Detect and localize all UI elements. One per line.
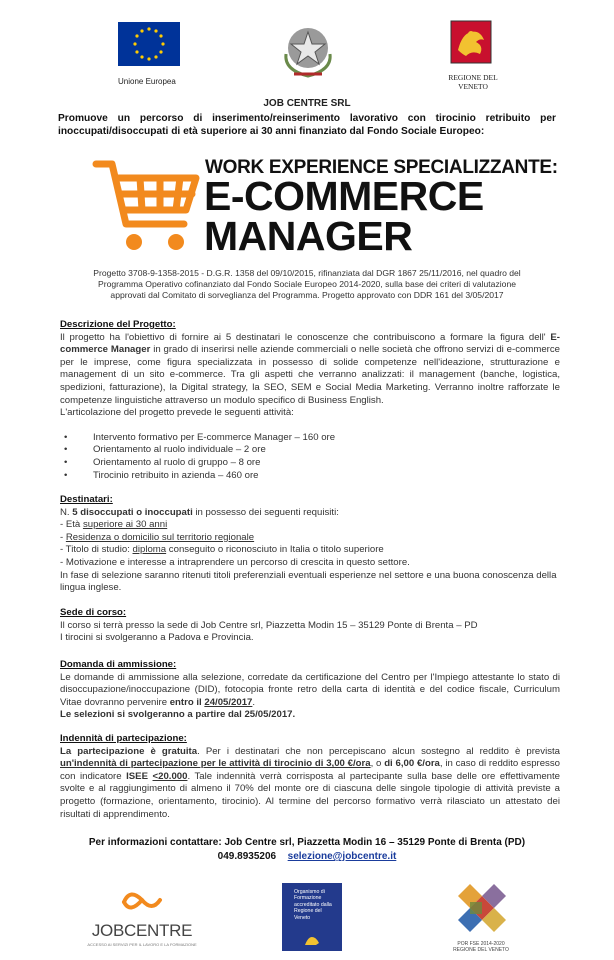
company-name: JOB CENTRE SRL (263, 98, 351, 109)
lion-of-st-mark-icon (450, 20, 492, 64)
preferential-titles: In fase di selezione saranno ritenuti titoli preferenziali eventuali esperienze nel settore e una buona conoscenza della lingua inglese. (60, 569, 557, 594)
shopping-cart-icon (92, 150, 202, 260)
organismo-text: Organismo di Formazione accreditato dalla Regione del Veneto (294, 889, 332, 921)
banner-title-line1: E-COMMERCE (204, 173, 484, 219)
jobcentre-swirl-icon (86, 884, 198, 918)
jobcentre-logo (86, 884, 198, 950)
list-item: • Tirocinio retribuito in azienda – 460 ore (60, 470, 560, 483)
eu-label: Unione Europea (118, 77, 176, 86)
intro-text: Promuove un percorso di inserimento/reinserimento lavorativo con tirocinio retribuito per inoccupati/disoccupati di età superiore ai 30 anni finanziato dal Fondo Sociale Europeo: (58, 113, 556, 137)
requisite-motivation: - Motivazione e interesse a intraprendere un percorso di crescita in questo settore. (60, 556, 410, 568)
indennita-paragraph: La partecipazione è gratuita. Per i destinatari che non percepiscano alcun sostegno al reddito è prevista un'indennità di partecipazione per le attività di tirocinio di 3,00 €/ora, o di 6,00 €/ora, in caso di reddito espresso con indicatore ISEE <20.000. Tale indennità verrà corrisposta al partecipante sulla base delle ore effettivamente svolte e al raggiungimento di almeno il 70% del monte ore di ciascuna delle singole tipologie di attività previste a progetto (formazione, orientamento, tirocinio). Al termine del percorso formativo verrà rilasciato un attestato dei risultati di apprendimento. (60, 745, 560, 820)
jobcentre-tagline: ACCESSO AI SERVIZI PER IL LAVORO E LA FORMAZIONE (87, 942, 197, 947)
section-destinatari (60, 494, 560, 595)
por-fse-mosaic-icon (450, 880, 512, 934)
section-domanda (60, 659, 560, 722)
section-descrizione (60, 319, 560, 482)
eu-logo (118, 22, 180, 84)
sede-tirocini: I tirocini si svolgeranno a Padova e Provincia. (60, 632, 254, 644)
requisite-education: - Titolo di studio: diploma conseguito o riconosciuto in Italia o titolo superiore (60, 544, 384, 556)
sede-title: Sede di corso: (60, 607, 127, 618)
destinatari-title: Destinatari: (60, 494, 113, 505)
list-item: • Intervento formativo per E-commerce Manager – 160 ore (60, 432, 560, 445)
domanda-paragraph: Le domande di ammissione alla selezione, corredate da certificazione del Centro per l'Impiego attestante lo stato di disoccupazione/inoccupazione (DID), fotocopia fronte retro della carta di identità e del codice fiscale, Curriculum Vitae dovranno pervenire entro il 24/05/2017. (60, 671, 560, 708)
ecommerce-manager-highlight: E-commerce Manager (60, 331, 560, 356)
destinatari-line: N. 5 disoccupati o inoccupati in possesso dei seguenti requisiti: (60, 506, 339, 518)
shopping-cart-logo (92, 150, 202, 260)
contact-details (0, 851, 614, 862)
contact-email-link[interactable]: selezione@jobcentre.it (287, 851, 397, 862)
domanda-title: Domanda di ammissione: (60, 659, 177, 670)
section-sede (60, 607, 560, 645)
contact-line: Per informazioni contattare: Job Centre srl, Piazzetta Modin 16 – 35129 Ponte di Brenta (PD) (88, 837, 526, 848)
project-info: Progetto 3708-9-1358-2015 - D.G.R. 1358 del 09/10/2015, rifinanziata dal DGR 1867 25/11/2016, nel quadro del Programma Operativo cofinanziato dal Fondo Sociale Europeo 2014-2020, sulla base dei criteri di valutazione approvati dal Comitato di sorveglianza del Programma. Progetto approvato con DDR 161 del 3/05/2017 (93, 268, 521, 300)
deadline-date: 24/05/2017 (204, 696, 253, 708)
italian-emblem-logo (280, 20, 336, 82)
eu-flag-icon (118, 22, 180, 66)
list-item: • Orientamento al ruolo individuale – 2 ore (60, 444, 560, 457)
por-fse-text: POR FSE 2014-2020 REGIONE DEL VENETO (453, 941, 509, 953)
banner-subtitle: WORK EXPERIENCE SPECIALIZZANTE: (205, 157, 558, 178)
veneto-lion-icon (304, 935, 320, 947)
italian-emblem-icon (280, 20, 336, 82)
veneto-logo (438, 20, 508, 91)
contact-phone: 049.8935206 (217, 851, 277, 862)
veneto-label: REGIONE DEL VENETO (448, 73, 498, 91)
descrizione-title: Descrizione del Progetto: (60, 319, 176, 330)
selection-start: Le selezioni si svolgeranno a partire dal 25/05/2017. (60, 709, 296, 721)
jobcentre-brand: JOBCENTRE (91, 921, 193, 940)
list-item: • Orientamento al ruolo di gruppo – 8 ore (60, 457, 560, 470)
section-indennita (60, 733, 560, 821)
requisite-age: - Età superiore ai 30 anni (60, 519, 168, 531)
activities-list (60, 432, 560, 482)
descrizione-activities-intro: L'articolazione del progetto prevede le seguenti attività: (60, 407, 294, 419)
sede-address: Il corso si terrà presso la sede di Job Centre srl, Piazzetta Modin 15 – 35129 Ponte di Brenta – PD (60, 619, 478, 631)
descrizione-paragraph: Il progetto ha l'obiettivo di fornire ai 5 destinatari le conoscenze che contribuiscono a formare la figura dell' E-commerce Manager in grado di inserirsi nelle aziende commerciali o nelle società che offrono servizi di e-commerce per le imprese, come figura specializzata in possesso di solide competenze nell'ideazione, strutturazione e management di un sito e-commerce. Tra gli aspetti che verranno analizzati: il management (banche, logistica, spedizioni, fatturazione), la Digital strategy, la SEO, SEM e Social Media Marketing. Verranno inoltre rafforzate le competenze linguistiche attraverso un modulo specifico di Business English. (60, 331, 560, 406)
requisite-residence: - Residenza o domicilio sul territorio regionale (60, 531, 255, 543)
banner-title-line2: MANAGER (204, 213, 413, 259)
por-fse-logo (450, 880, 512, 952)
organismo-logo (282, 883, 342, 951)
indennita-title: Indennità di partecipazione: (60, 733, 187, 744)
